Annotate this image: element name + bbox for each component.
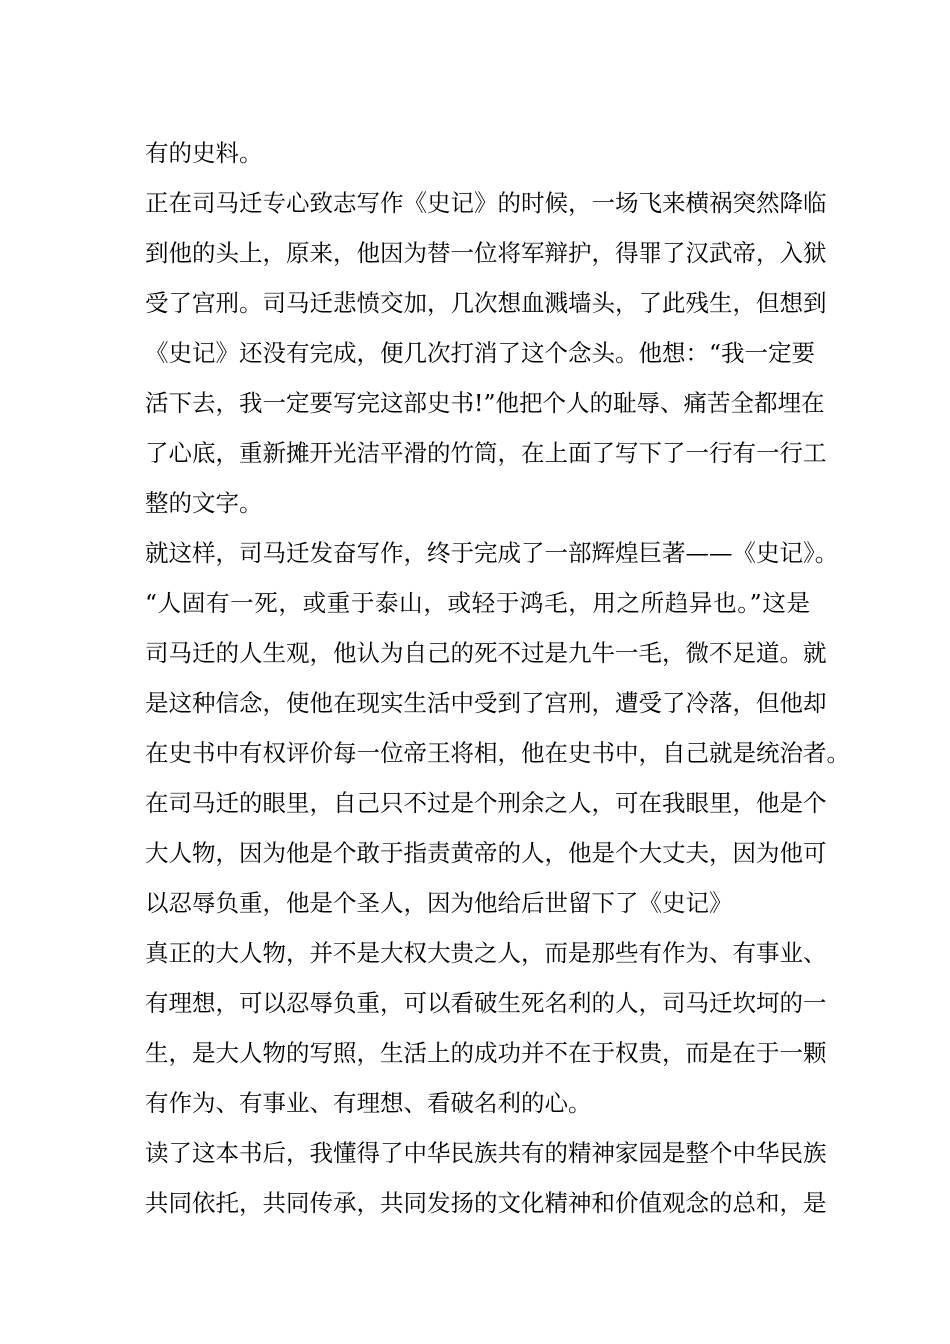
text-line: 以忍辱负重，他是个圣人，因为他给后世留下了《史记》 (145, 889, 733, 917)
text-line: “人固有一死，或重于泰山，或轻于鸿毛，用之所趋异也。”这是 (145, 589, 810, 617)
text-line: 到他的头上，原来，他因为替一位将军辩护，得罪了汉武帝，入狱 (145, 239, 827, 267)
text-line: 读了这本书后，我懂得了中华民族共有的精神家园是整个中华民族 (145, 1139, 827, 1167)
text-line: 了心底，重新摊开光洁平滑的竹筒，在上面了写下了一行有一行工 (145, 439, 827, 467)
text-line: 有理想，可以忍辱负重，可以看破生死名利的人，司马迁坎坷的一 (145, 989, 827, 1017)
text-line: 在史书中有权评价每一位帝王将相，他在史书中，自己就是统治者。 (145, 739, 850, 767)
text-line: 大人物，因为他是个敢于指责黄帝的人，他是个大丈夫，因为他可 (145, 839, 827, 867)
text-line: 司马迁的人生观，他认为自己的死不过是九牛一毛，微不足道。就 (145, 639, 827, 667)
text-line: 受了宫刑。司马迁悲愤交加，几次想血溅墙头，了此残生，但想到 (145, 289, 827, 317)
text-line: 活下去，我一定要写完这部史书!”他把个人的耻辱、痛苦全都埋在 (145, 389, 825, 417)
document-body (145, 128, 850, 1228)
text-line: 在司马迁的眼里，自己只不过是个刑余之人，可在我眼里，他是个 (145, 789, 827, 817)
text-line: 正在司马迁专心致志写作《史记》的时候，一场飞来横祸突然降临 (145, 189, 827, 217)
text-line: 有的史料。 (145, 139, 263, 167)
text-line: 就这样，司马迁发奋写作，终于完成了一部辉煌巨著——《史记》。 (145, 539, 839, 567)
text-line: 《史记》还没有完成，便几次打消了这个念头。他想：“我一定要 (145, 339, 816, 367)
text-line: 真正的大人物，并不是大权大贵之人，而是那些有作为、有事业、 (145, 939, 827, 967)
text-line: 共同依托，共同传承，共同发扬的文化精神和价值观念的总和，是 (145, 1189, 827, 1217)
text-line: 是这种信念，使他在现实生活中受到了宫刑，遭受了冷落，但他却 (145, 689, 827, 717)
text-line: 有作为、有事业、有理想、看破名利的心。 (145, 1089, 592, 1117)
text-line: 整的文字。 (145, 489, 263, 517)
text-line: 生，是大人物的写照，生活上的成功并不在于权贵，而是在于一颗 (145, 1039, 827, 1067)
